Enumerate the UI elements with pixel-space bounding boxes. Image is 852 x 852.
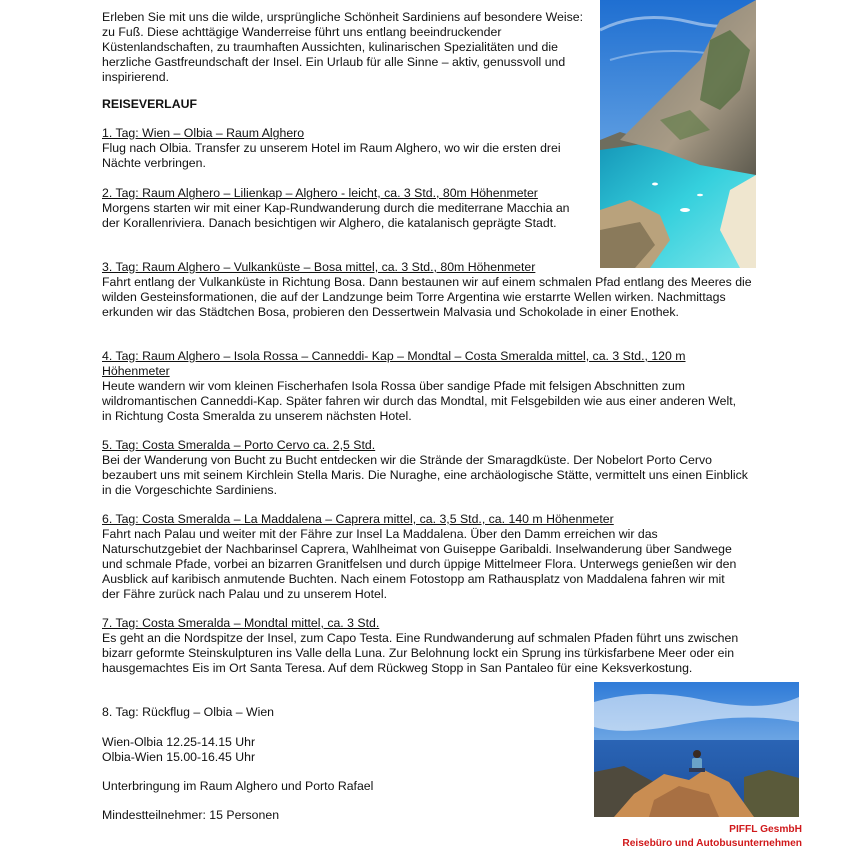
day-6-title: 6. Tag: Costa Smeralda – La Maddalena – Caprera mittel, ca. 3,5 Std., ca. 140 m Höhenmeter: [102, 512, 614, 526]
company-footer: [622, 823, 802, 851]
day-5-title: 5. Tag: Costa Smeralda – Porto Cervo ca. 2,5 Std.: [102, 438, 376, 452]
flight-return: Olbia-Wien 15.00-16.45 Uhr: [102, 750, 256, 764]
intro-paragraph: Erleben Sie mit uns die wilde, ursprüngliche Schönheit Sardiniens auf besondere Weise: zu Fuß. Diese achttägige Wanderreise führt uns entlang beeindruckender Küstenlandschaften, zu traumhaften Aussichten, kulinarischen Spezialitäten und die herzliche Gastfreundschaft der Insel. Ein Urlaub für alle Sinne – aktiv, genussvoll und inspirierend.: [102, 10, 583, 84]
section-heading: REISEVERLAUF: [102, 97, 197, 111]
day-3-title: 3. Tag: Raum Alghero – Vulkanküste – Bosa mittel, ca. 3 Std., 80m Höhenmeter: [102, 260, 536, 274]
day-8-title: 8. Tag: Rückflug – Olbia – Wien: [102, 705, 275, 719]
day-1-title: 1. Tag: Wien – Olbia – Raum Alghero: [102, 126, 305, 140]
day-7-text: Es geht an die Nordspitze der Insel, zum Capo Testa. Eine Rundwanderung auf schmalen Pfaden führt uns zwischen bizarr geformte Steinskulpturen ins Valle della Luna. Zur Belohnung lockt ein Sprung ins türkisfarbene Meer oder ein hausgemachtes Eis im Ort Santa Teresa. Auf dem Rückweg Stopp in San Pantaleo für eine Keksverkostung.: [102, 631, 739, 675]
day-7-title: 7. Tag: Costa Smeralda – Mondtal mittel, ca. 3 Std.: [102, 616, 380, 630]
day-4-text: Heute wandern wir vom kleinen Fischerhafen Isola Rossa über sandige Pfade mit felsigen Abschnitten zum wildromantischen Canneddi-Kap. Später fahren wir durch das Mondtal, mit Felsgebilden wie aus einer anderen Welt, in Richtung Costa Smeralda zu unserem nächsten Hotel.: [102, 379, 737, 423]
bay-photo: [600, 0, 756, 268]
day-6-text: Fahrt nach Palau und weiter mit der Fähre zur Insel La Maddalena. Über den Damm erreichen wir das Naturschutzgebiet der Nachbarinsel Caprera, Wahlheimat von Guiseppe Garibaldi. Inselwanderung über Sandwege und schmale Pfade, vorbei an bizarren Granitfelsen und durch üppige Mittelmeer Flora. Unterwegs genießen wir den Ausblick auf karibisch anmutende Buchten. Nach einem Fotostopp am Rathausplatz von Maddalena fahren wir mit der Fähre zurück nach Palau und zu unserem Hotel.: [102, 527, 737, 601]
day-3-text: Fahrt entlang der Vulkanküste in Richtung Bosa. Dann bestaunen wir auf einem schmalen Pfad entlang des Meeres die wilden Gesteinsformationen, die auf der Landzunge beim Torre Argentina wie erstarrte Wellen wirken. Nachmittags erkunden wir das Städtchen Bosa, probieren den Dessertwein Malvasia und Schokolade in einer Enothek.: [102, 275, 752, 319]
accommodation: Unterbringung im Raum Alghero und Porto Rafael: [102, 779, 374, 793]
day-5-text: Bei der Wanderung von Bucht zu Bucht entdecken wir die Strände der Smaragdküste. Der Nobelort Porto Cervo bezaubert uns mit seinem Kirchlein Stella Maris. Die Nuraghe, eine archäologische Stätte, vermittelt uns einen Einblick in die Vorgeschichte Sardiniens.: [102, 453, 748, 497]
hiker-illustration: [594, 682, 799, 817]
day-2-title: 2. Tag: Raum Alghero – Lilienkap – Alghero - leicht, ca. 3 Std., 80m Höhenmeter: [102, 186, 538, 200]
bay-illustration: [600, 0, 756, 268]
day-4-title: 4. Tag: Raum Alghero – Isola Rossa – Canneddi- Kap – Mondtal – Costa Smeralda mittel, ca. 3 Std., 120 m Höhenmeter: [102, 349, 686, 378]
hiker-photo: [594, 682, 799, 817]
day-1-text: Flug nach Olbia. Transfer zu unserem Hotel im Raum Alghero, wo wir die ersten drei Nächte verbringen.: [102, 141, 561, 170]
company-tagline: Reisebüro und Autobusunternehmen: [622, 838, 802, 849]
day-2-text: Morgens starten wir mit einer Kap-Rundwanderung durch die mediterrane Macchia an der Korallenriviera. Danach besichtigen wir Alghero, die katalanisch geprägte Stadt.: [102, 201, 570, 230]
flight-outbound: Wien-Olbia 12.25-14.15 Uhr: [102, 735, 256, 749]
min-participants: Mindestteilnehmer: 15 Personen: [102, 808, 280, 822]
company-name: PIFFL GesmbH: [729, 824, 802, 835]
